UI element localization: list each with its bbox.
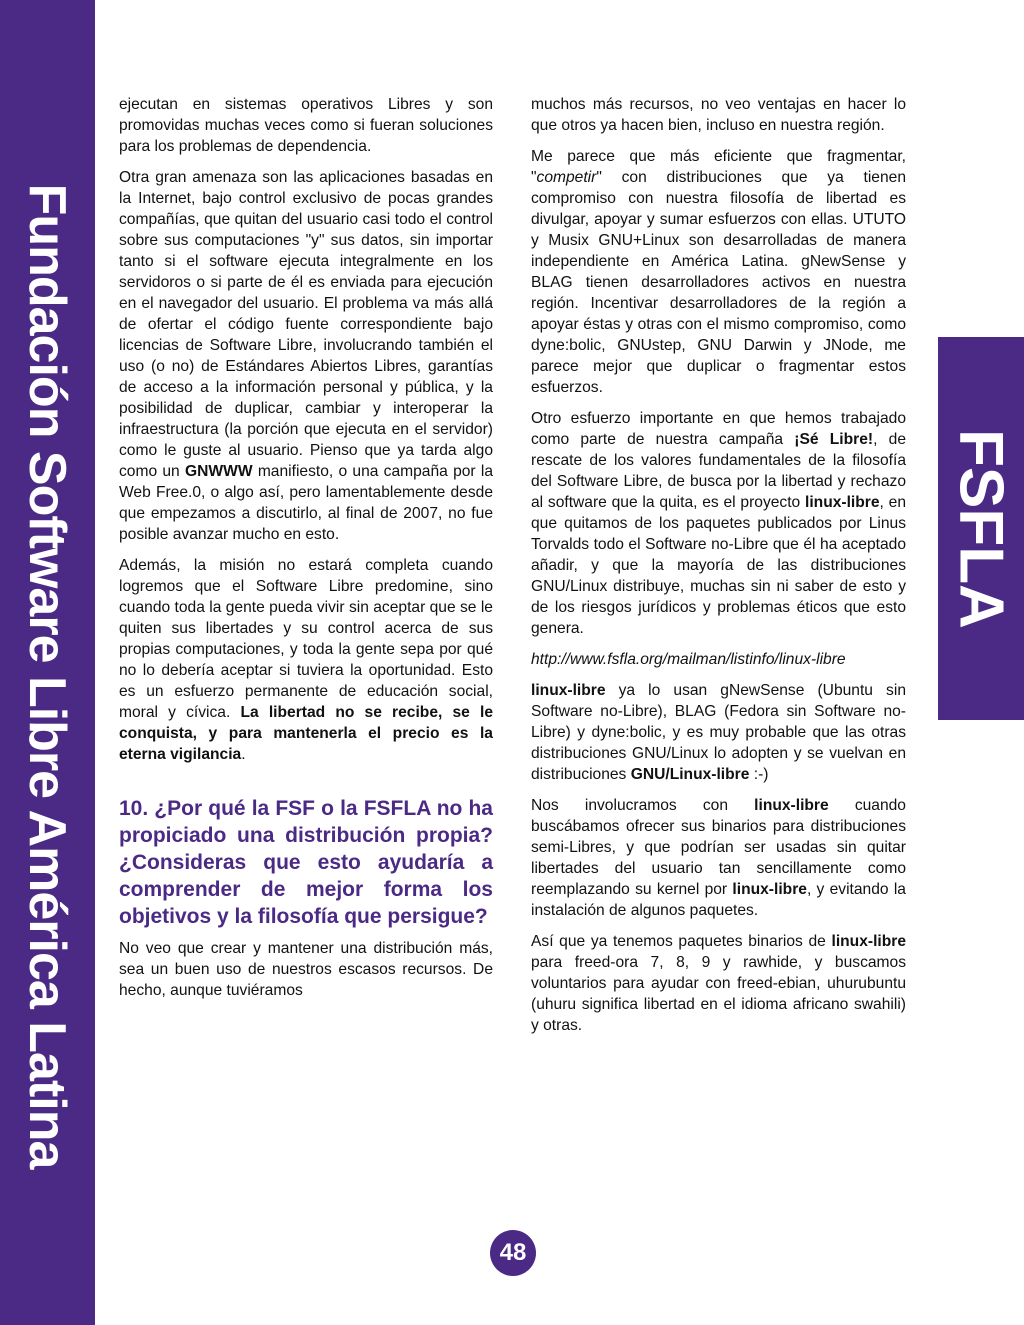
paragraph: ejecutan en sistemas operativos Libres y son promovidas muchas veces como si fueran soluciones para los problemas de dependencia. bbox=[119, 96, 493, 155]
sidebar-title: Fundación Software Libre América Latina bbox=[18, 183, 76, 1169]
italic-text: competir bbox=[536, 169, 597, 186]
bold-text: linux-libre bbox=[805, 494, 880, 511]
bold-text: GNU/Linux-libre bbox=[630, 766, 750, 783]
bold-text: linux-libre bbox=[531, 682, 606, 699]
section-tab-label: FSFLA bbox=[946, 429, 1016, 629]
paragraph: Me parece que más eficiente que fragmentar, "competir" con distribuciones que ya tienen compromiso con nuestra filosofía de libertad es divulgar, apoyar y sumar esfuerzos con ellas. UTUTO y Musix GNU+Linux son desarrolladas de manera independiente en América Latina. gNewSense y BLAG tienen desarrolladores activos en nuestra región. Incentivar desarrolladores de la región a apoyar éstas y otras con el mismo compromiso, como dyne:bolic, GNUstep, GNU Darwin y JNode, me parece mejor que duplicar o fragmentar estos esfuerzos. bbox=[531, 148, 906, 396]
bold-text: linux-libre bbox=[831, 933, 906, 950]
sidebar-band bbox=[0, 0, 95, 1325]
left-column bbox=[119, 94, 493, 1011]
page-number-badge: 48 bbox=[490, 1230, 536, 1276]
bold-text: linux-libre bbox=[754, 797, 829, 814]
bold-text: linux-libre bbox=[732, 881, 807, 898]
paragraph: Nos involucramos con linux-libre cuando buscábamos ofrecer sus binarios para distribuciones semi-Libres, y que podrían ser usadas sin quitar libertades del usuario tan sencillamente como reemplazando su kernel por linux-libre, y evitando la instalación de algunos paquetes. bbox=[531, 797, 906, 919]
question-heading: 10. ¿Por qué la FSF o la FSFLA no ha propiciado una distribución propia? ¿Consideras que esto ayudaría a comprender de mejor forma los objetivos y la filosofía que persigue? bbox=[119, 797, 493, 928]
right-column bbox=[531, 94, 906, 1046]
bold-text: GNWWW bbox=[185, 463, 253, 480]
bold-text: La libertad no se recibe, se le conquista, y para mantenerla el precio es la eterna vigilancia bbox=[119, 704, 493, 763]
paragraph: Así que ya tenemos paquetes binarios de linux-libre para freed-ora 7, 8, 9 y rawhide, y buscamos voluntarios para ayudar con freed-ebian, uhurubuntu (uhuru significa libertad en el idioma africano swahili) y otras. bbox=[531, 933, 906, 1034]
paragraph: Otra gran amenaza son las aplicaciones basadas en la Internet, bajo control exclusivo de pocas grandes compañías, que quitan del usuario casi todo el control sobre sus computaciones "y" sus datos, sin importar tanto si el software ejecuta integralmente en los servidoros o si parte de él es enviada para ejecución en el navegador del usuario. El problema va más allá de ofertar el código fuente correspondiente bajo licencias de Software Libre, involucrando también el uso (o no) de Estándares Abiertos Libres, garantías de acceso a la información personal y pública, y la posibilidad de duplicar, cambiar y interoperar la infraestructura (la porción que ejecuta en el servidor) como le guste al usuario. Pienso que ya tarda algo como un GNWWW manifiesto, o una campaña por la Web Free.0, o algo así, pero lamentablemente desde que empezamos a discutirlo, al final de 2007, no fue posible avanzar mucho en esto. bbox=[119, 169, 493, 543]
paragraph: linux-libre ya lo usan gNewSense (Ubuntu sin Software no-Libre), BLAG (Fedora sin Software no-Libre) y dyne:bolic, y es muy probable que las otras distribuciones GNU/Linux lo adopten y se vuelvan en distribuciones GNU/Linux-libre :-) bbox=[531, 682, 906, 783]
paragraph: No veo que crear y mantener una distribución más, sea un buen uso de nuestros escasos recursos. De hecho, aunque tuviéramos bbox=[119, 940, 493, 999]
bold-text: ¡Sé Libre! bbox=[794, 431, 874, 448]
paragraph: Además, la misión no estará completa cuando logremos que el Software Libre predomine, sino cuando toda la gente pueda vivir sin aceptar que se le quiten sus libertades y su control acerca de sus propias computaciones, y toda la gente sepa por qué no lo debería aceptar si tuviera la oportunidad. Esto es un esfuerzo permanente de educación social, moral y cívica. La libertad no se recibe, se le conquista, y para mantenerla el precio es la eterna vigilancia. bbox=[119, 557, 493, 763]
mailing-list-url[interactable]: http://www.fsfla.org/mailman/listinfo/linux-libre bbox=[531, 651, 846, 668]
paragraph: muchos más recursos, no veo ventajas en hacer lo que otros ya hacen bien, incluso en nuestra región. bbox=[531, 96, 906, 134]
section-tab bbox=[938, 337, 1024, 720]
paragraph: Otro esfuerzo importante en que hemos trabajado como parte de nuestra campaña ¡Sé Libre!, de rescate de los valores fundamentales de la filosofía del Software Libre, de busca por la libertad y rechazo al software que la quita, es el proyecto linux-libre, en que quitamos de los paquetes publicados por Linus Torvalds todo el Software no-Libre que él ha aceptado añadir, y que la mayoría de las distribuciones GNU/Linux distribuye, muchas sin ni saber de esto y de los riesgos jurídicos y problemas éticos que esto genera. bbox=[531, 410, 906, 637]
